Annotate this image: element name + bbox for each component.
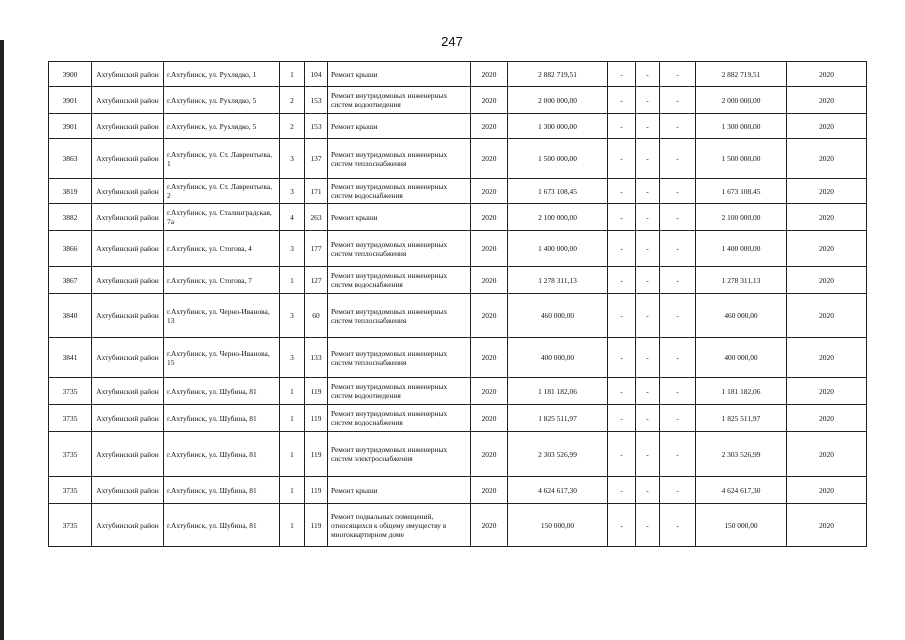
address-cell: г.Ахтубинск, ул. Рухлядко, 5	[164, 114, 280, 139]
completion-year-cell: 2020	[787, 62, 867, 87]
address-cell: г.Ахтубинск, ул. Шубина, 81	[164, 504, 280, 547]
fund-3-cell: -	[660, 231, 696, 267]
total-cell: 150 000,00	[696, 504, 787, 547]
year-cell: 2020	[471, 204, 508, 231]
fund-3-cell: -	[660, 179, 696, 204]
fund-1-cell: -	[608, 231, 636, 267]
apartments-cell: 127	[305, 267, 328, 294]
work-type-cell: Ремонт внутридомовых инженерных систем водоотведения	[328, 87, 471, 114]
apartments-cell: 60	[305, 294, 328, 338]
completion-year-cell: 2020	[787, 139, 867, 179]
work-type-cell: Ремонт внутридомовых инженерных систем водоотведения	[328, 378, 471, 405]
page-number: 247	[441, 34, 463, 49]
district-cell: Ахтубинский район	[92, 432, 164, 477]
table-row	[49, 62, 867, 87]
fund-1-cell: -	[608, 267, 636, 294]
fund-2-cell: -	[636, 338, 660, 378]
fund-1-cell: -	[608, 405, 636, 432]
fund-1-cell: -	[608, 114, 636, 139]
table-row	[49, 432, 867, 477]
apartments-cell: 177	[305, 231, 328, 267]
district-cell: Ахтубинский район	[92, 338, 164, 378]
year-cell: 2020	[471, 338, 508, 378]
apartments-cell: 119	[305, 405, 328, 432]
year-cell: 2020	[471, 139, 508, 179]
table-row	[49, 294, 867, 338]
cost-cell: 1 673 108,45	[508, 179, 608, 204]
row-id-cell: 3735	[49, 378, 92, 405]
completion-year-cell: 2020	[787, 114, 867, 139]
completion-year-cell: 2020	[787, 338, 867, 378]
fund-2-cell: -	[636, 294, 660, 338]
completion-year-cell: 2020	[787, 378, 867, 405]
row-id-cell: 3901	[49, 87, 92, 114]
fund-3-cell: -	[660, 432, 696, 477]
district-cell: Ахтубинский район	[92, 139, 164, 179]
cost-cell: 1 400 000,00	[508, 231, 608, 267]
fund-3-cell: -	[660, 294, 696, 338]
cost-cell: 1 825 511,97	[508, 405, 608, 432]
total-cell: 2 303 526,99	[696, 432, 787, 477]
table-row	[49, 114, 867, 139]
address-cell: г.Ахтубинск, ул. Черно-Иванова, 15	[164, 338, 280, 378]
district-cell: Ахтубинский район	[92, 87, 164, 114]
year-cell: 2020	[471, 179, 508, 204]
table-row	[49, 267, 867, 294]
total-cell: 4 624 617,30	[696, 477, 787, 504]
cost-cell: 460 000,00	[508, 294, 608, 338]
year-cell: 2020	[471, 432, 508, 477]
cost-cell: 1 300 000,00	[508, 114, 608, 139]
address-cell: г.Ахтубинск, ул. Ст. Лаврентьева, 1	[164, 139, 280, 179]
address-cell: г.Ахтубинск, ул. Шубина, 81	[164, 405, 280, 432]
floors-cell: 1	[280, 405, 305, 432]
district-cell: Ахтубинский район	[92, 267, 164, 294]
table-row	[49, 338, 867, 378]
row-id-cell: 3735	[49, 477, 92, 504]
row-id-cell: 3840	[49, 294, 92, 338]
total-cell: 1 278 311,13	[696, 267, 787, 294]
year-cell: 2020	[471, 378, 508, 405]
apartments-cell: 104	[305, 62, 328, 87]
row-id-cell: 3841	[49, 338, 92, 378]
fund-2-cell: -	[636, 139, 660, 179]
table-body	[49, 62, 867, 547]
fund-3-cell: -	[660, 114, 696, 139]
row-id-cell: 3735	[49, 432, 92, 477]
address-cell: г.Ахтубинск, ул. Рухлядко, 1	[164, 62, 280, 87]
year-cell: 2020	[471, 294, 508, 338]
cost-cell: 1 278 311,13	[508, 267, 608, 294]
cost-cell: 150 000,00	[508, 504, 608, 547]
completion-year-cell: 2020	[787, 477, 867, 504]
cost-cell: 2 303 526,99	[508, 432, 608, 477]
fund-3-cell: -	[660, 378, 696, 405]
apartments-cell: 119	[305, 432, 328, 477]
fund-1-cell: -	[608, 432, 636, 477]
fund-2-cell: -	[636, 204, 660, 231]
cost-cell: 1 181 182,06	[508, 378, 608, 405]
apartments-cell: 153	[305, 114, 328, 139]
page-edge-bar	[0, 40, 4, 640]
fund-2-cell: -	[636, 405, 660, 432]
cost-cell: 400 000,00	[508, 338, 608, 378]
table-row	[49, 504, 867, 547]
fund-2-cell: -	[636, 87, 660, 114]
fund-3-cell: -	[660, 204, 696, 231]
table-row	[49, 87, 867, 114]
completion-year-cell: 2020	[787, 294, 867, 338]
fund-1-cell: -	[608, 179, 636, 204]
completion-year-cell: 2020	[787, 405, 867, 432]
floors-cell: 3	[280, 139, 305, 179]
floors-cell: 1	[280, 267, 305, 294]
row-id-cell: 3900	[49, 62, 92, 87]
district-cell: Ахтубинский район	[92, 179, 164, 204]
fund-3-cell: -	[660, 477, 696, 504]
total-cell: 2 100 000,00	[696, 204, 787, 231]
floors-cell: 1	[280, 432, 305, 477]
fund-1-cell: -	[608, 204, 636, 231]
apartments-cell: 119	[305, 378, 328, 405]
work-type-cell: Ремонт крыши	[328, 62, 471, 87]
apartments-cell: 119	[305, 477, 328, 504]
cost-cell: 1 500 000,00	[508, 139, 608, 179]
apartments-cell: 133	[305, 338, 328, 378]
address-cell: г.Ахтубинск, ул. Ст. Лаврентьева, 2	[164, 179, 280, 204]
district-cell: Ахтубинский район	[92, 405, 164, 432]
table-row	[49, 139, 867, 179]
fund-1-cell: -	[608, 338, 636, 378]
district-cell: Ахтубинский район	[92, 204, 164, 231]
total-cell: 1 400 000,00	[696, 231, 787, 267]
floors-cell: 3	[280, 338, 305, 378]
total-cell: 1 181 182,06	[696, 378, 787, 405]
fund-2-cell: -	[636, 231, 660, 267]
work-type-cell: Ремонт крыши	[328, 114, 471, 139]
completion-year-cell: 2020	[787, 231, 867, 267]
completion-year-cell: 2020	[787, 432, 867, 477]
cost-cell: 4 624 617,30	[508, 477, 608, 504]
cost-cell: 2 100 000,00	[508, 204, 608, 231]
total-cell: 400 000,00	[696, 338, 787, 378]
fund-2-cell: -	[636, 378, 660, 405]
district-cell: Ахтубинский район	[92, 477, 164, 504]
fund-1-cell: -	[608, 504, 636, 547]
total-cell: 1 300 000,00	[696, 114, 787, 139]
fund-3-cell: -	[660, 62, 696, 87]
district-cell: Ахтубинский район	[92, 62, 164, 87]
fund-2-cell: -	[636, 477, 660, 504]
year-cell: 2020	[471, 504, 508, 547]
fund-2-cell: -	[636, 267, 660, 294]
floors-cell: 3	[280, 179, 305, 204]
fund-1-cell: -	[608, 87, 636, 114]
apartments-cell: 263	[305, 204, 328, 231]
fund-3-cell: -	[660, 338, 696, 378]
table-row	[49, 204, 867, 231]
fund-1-cell: -	[608, 477, 636, 504]
address-cell: г.Ахтубинск, ул. Шубина, 81	[164, 432, 280, 477]
fund-2-cell: -	[636, 62, 660, 87]
work-type-cell: Ремонт внутридомовых инженерных систем водоснабжения	[328, 405, 471, 432]
year-cell: 2020	[471, 231, 508, 267]
fund-3-cell: -	[660, 139, 696, 179]
table-row	[49, 378, 867, 405]
work-type-cell: Ремонт внутридомовых инженерных систем электроснабжения	[328, 432, 471, 477]
district-cell: Ахтубинский район	[92, 114, 164, 139]
district-cell: Ахтубинский район	[92, 378, 164, 405]
total-cell: 1 673 108,45	[696, 179, 787, 204]
year-cell: 2020	[471, 405, 508, 432]
fund-2-cell: -	[636, 179, 660, 204]
capital-repair-table	[48, 61, 867, 547]
row-id-cell: 3866	[49, 231, 92, 267]
row-id-cell: 3735	[49, 405, 92, 432]
table-row	[49, 477, 867, 504]
total-cell: 1 500 000,00	[696, 139, 787, 179]
cost-cell: 2 000 000,00	[508, 87, 608, 114]
completion-year-cell: 2020	[787, 504, 867, 547]
floors-cell: 1	[280, 504, 305, 547]
total-cell: 460 000,00	[696, 294, 787, 338]
row-id-cell: 3867	[49, 267, 92, 294]
work-type-cell: Ремонт крыши	[328, 204, 471, 231]
work-type-cell: Ремонт подвальных помещений, относящихся к общему имуществу в многоквартирном доме	[328, 504, 471, 547]
work-type-cell: Ремонт внутридомовых инженерных систем теплоснабжения	[328, 338, 471, 378]
floors-cell: 3	[280, 231, 305, 267]
table-row	[49, 179, 867, 204]
completion-year-cell: 2020	[787, 204, 867, 231]
apartments-cell: 119	[305, 504, 328, 547]
address-cell: г.Ахтубинск, ул. Сталинградская, 7а	[164, 204, 280, 231]
floors-cell: 1	[280, 62, 305, 87]
year-cell: 2020	[471, 267, 508, 294]
fund-1-cell: -	[608, 294, 636, 338]
work-type-cell: Ремонт внутридомовых инженерных систем водоснабжения	[328, 179, 471, 204]
completion-year-cell: 2020	[787, 267, 867, 294]
total-cell: 2 000 000,00	[696, 87, 787, 114]
year-cell: 2020	[471, 114, 508, 139]
work-type-cell: Ремонт внутридомовых инженерных систем теплоснабжения	[328, 294, 471, 338]
row-id-cell: 3863	[49, 139, 92, 179]
apartments-cell: 171	[305, 179, 328, 204]
floors-cell: 2	[280, 114, 305, 139]
work-type-cell: Ремонт внутридомовых инженерных систем теплоснабжения	[328, 139, 471, 179]
district-cell: Ахтубинский район	[92, 231, 164, 267]
district-cell: Ахтубинский район	[92, 504, 164, 547]
fund-1-cell: -	[608, 139, 636, 179]
fund-1-cell: -	[608, 62, 636, 87]
fund-1-cell: -	[608, 378, 636, 405]
address-cell: г.Ахтубинск, ул. Черно-Иванова, 13	[164, 294, 280, 338]
floors-cell: 4	[280, 204, 305, 231]
floors-cell: 3	[280, 294, 305, 338]
fund-2-cell: -	[636, 114, 660, 139]
table-row	[49, 405, 867, 432]
district-cell: Ахтубинский район	[92, 294, 164, 338]
address-cell: г.Ахтубинск, ул. Шубина, 81	[164, 378, 280, 405]
work-type-cell: Ремонт внутридомовых инженерных систем теплоснабжения	[328, 231, 471, 267]
apartments-cell: 137	[305, 139, 328, 179]
address-cell: г.Ахтубинск, ул. Рухлядко, 5	[164, 87, 280, 114]
fund-2-cell: -	[636, 504, 660, 547]
address-cell: г.Ахтубинск, ул. Стогова, 4	[164, 231, 280, 267]
total-cell: 1 825 511,97	[696, 405, 787, 432]
row-id-cell: 3735	[49, 504, 92, 547]
year-cell: 2020	[471, 62, 508, 87]
year-cell: 2020	[471, 87, 508, 114]
fund-2-cell: -	[636, 432, 660, 477]
work-type-cell: Ремонт внутридомовых инженерных систем водоснабжения	[328, 267, 471, 294]
row-id-cell: 3819	[49, 179, 92, 204]
table-row	[49, 231, 867, 267]
fund-3-cell: -	[660, 504, 696, 547]
address-cell: г.Ахтубинск, ул. Стогова, 7	[164, 267, 280, 294]
work-type-cell: Ремонт крыши	[328, 477, 471, 504]
fund-3-cell: -	[660, 87, 696, 114]
row-id-cell: 3901	[49, 114, 92, 139]
cost-cell: 2 882 719,51	[508, 62, 608, 87]
row-id-cell: 3882	[49, 204, 92, 231]
year-cell: 2020	[471, 477, 508, 504]
total-cell: 2 882 719,51	[696, 62, 787, 87]
completion-year-cell: 2020	[787, 87, 867, 114]
floors-cell: 1	[280, 477, 305, 504]
completion-year-cell: 2020	[787, 179, 867, 204]
floors-cell: 1	[280, 378, 305, 405]
fund-3-cell: -	[660, 405, 696, 432]
address-cell: г.Ахтубинск, ул. Шубина, 81	[164, 477, 280, 504]
floors-cell: 2	[280, 87, 305, 114]
fund-3-cell: -	[660, 267, 696, 294]
apartments-cell: 153	[305, 87, 328, 114]
